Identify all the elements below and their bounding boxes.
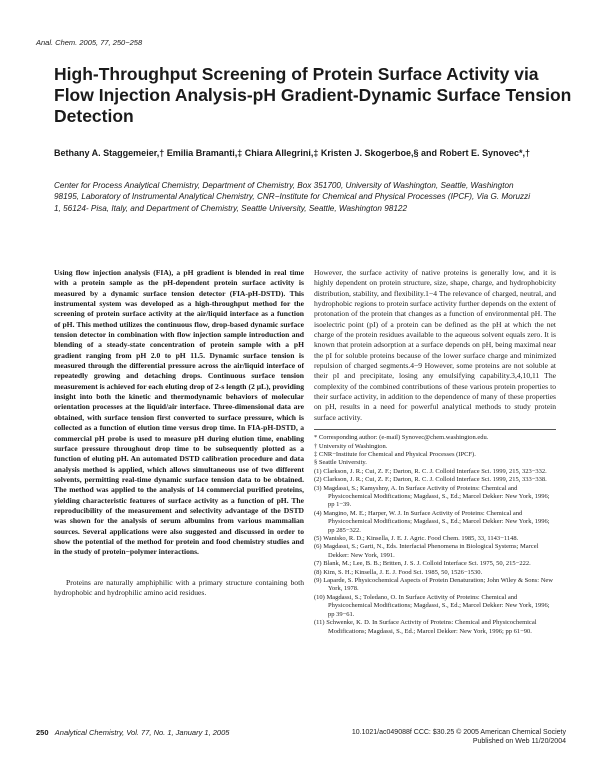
- reference: (3) Magdassi, S.; Kamyshny, A. In Surface Activity of Proteins: Chemical and Physicochemical Modifications; Magdassi, S., Ed.; Marcel Dekker: New York, 1996; pp 1−39.: [314, 484, 550, 509]
- reference: (9) Laparde, S. Physicochemical Aspects of Protein Denaturation; John Wiley & Sons: New York, 1978.: [314, 577, 553, 593]
- journal-reference: Anal. Chem. 2005, 77, 250−258: [36, 38, 143, 47]
- reference: (11) Schwenke, K. D. In Surface Activity of Proteins: Chemical and Physicochemical Modifications; Magdassi, S., Ed.; Marcel Dekker: New York, 1996; pp 61−90.: [314, 619, 537, 635]
- introduction-continued: However, the surface activity of native proteins is generally low, and it is highly dependent on protein structure, size, shape, charge, and hydrophobicity distribution, stability, and flexibility.1−4 The relevance of charged, neutral, and hydrophobic regions to protein surface activity further depends on the extent of protonation of the protein that changes as a function of environmental pH. The isoelectric point (pI) of a protein can be defined as the pH at which the net charge of the protein residues available to the aqueous solvent equals zero. It is known that protein adsorption at a surface depends on pH, being maximal near the pI for soluble proteins because of the lower surface charge and minimized repulsion of charged segments.4−9 However, some proteins are not soluble at their pI and precipitate, losing any emulsifying capability.3,4,10,11 The complexity of the combined contributions of these various protein properties to their surface activity, in addition to the dependence of many of these properties on pH, results in a need for powerful analytical methods to study protein surface activity.: [314, 268, 556, 422]
- footnote: * Corresponding author: (e-mail) Synovec@chem.washington.edu.: [314, 434, 489, 442]
- reference: (1) Clarkson, J. R.; Cui, Z. F.; Darton, R. C. J. Colloid Interface Sci. 1999, 215, 323−332.: [314, 467, 547, 475]
- left-column: [54, 268, 304, 598]
- author-list: Bethany A. Staggemeier,† Emilia Bramanti,‡ Chiara Allegrini,‡ Kristen J. Skogerboe,§ and Robert E. Synovec*,†: [54, 148, 530, 158]
- reference: (7) Blank, M.; Lee, B. B.; Britten, J. S. J. Colloid Interface Sci. 1975, 50, 215−222.: [314, 560, 531, 568]
- page-number: 250: [36, 728, 49, 737]
- reference: (4) Mangino, M. E.; Harper, W. J. In Surface Activity of Proteins: Chemical and Physicochemical Modifications; Magdassi, S., Ed.; Marcel Dekker: New York, 1996; pp 285−322.: [314, 509, 550, 534]
- author-affiliation: Center for Process Analytical Chemistry, Department of Chemistry, Box 351700, University of Washington, Seattle, Washington 98195, Laboratory of Instrumental Analytical Chemistry, CNR−Institute for Chemical and Physical Processes (IPCF), Via G. Moruzzi 1, 56124- Pisa, Italy, and Department of Chemistry, Seattle University, Seattle, Washington 98122: [54, 181, 531, 213]
- doi-copyright: 10.1021/ac049088f CCC: $30.25 © 2005 American Chemical Society: [351, 729, 566, 736]
- reference: (8) Kim, S. H.; Kinsella, J. E. J. Food Sci. 1985, 50, 1526−1530.: [314, 568, 483, 576]
- reference: (2) Clarkson, J. R.; Cui, Z. F.; Darton, R. C. J. Colloid Interface Sci. 1999, 215, 333−338.: [314, 476, 547, 484]
- footnote: § Seattle University.: [314, 459, 367, 467]
- footnotes-block: [314, 429, 556, 636]
- page-footer-right: [336, 728, 566, 746]
- journal-issue: Analytical Chemistry, Vol. 77, No. 1, January 1, 2005: [54, 728, 230, 737]
- reference: (10) Magdassi, S.; Toledano, O. In Surface Activity of Proteins: Chemical and Physicochemical Modifications; Magdassi, S., Ed.; Marcel Dekker: New York, 1996; pp 39−61.: [314, 593, 550, 618]
- abstract: Using flow injection analysis (FIA), a pH gradient is blended in real time with a protein sample as the pH-dependent protein surface activity is measured by a dynamic surface tension detector (FIA-pH-DSTD). This instrumental system was developed as a high-throughput method for the screening of protein surface activity at the air/liquid interface as a function of pH. This method utilizes the continuous flow, drop-based dynamic surface tension detector in combination with flow injection sample introduction and blending of a steady-state concentration of protein sample with a pH gradient ranging from pH 2.0 to pH 11.5. Dynamic surface tension is measured through the differential pressure across the air/liquid interface of repeatedly growing and detaching drops. Continuous surface tension measurement is achieved for each eluting drop of 2-s length (2 μL), providing insight into both the kinetic and thermodynamic behaviors of molecular orientation processes at the liquid/air interface. Three-dimensional data are obtained, with surface tension first converted to surface pressure, which is collected as a function of elution time versus drop time. In FIA-pH-DSTD, a commercial pH probe is used to measure pH during elution time, enabling surface pressure throughout drop time to be subsequently plotted as a function of eluting pH. An automated DSTD calibration procedure and data analysis method is applied, which allows simultaneous use of two different solvents, permitting real-time dynamic surface tension data to be obtained. The method was applied to the analysis of 14 commercial purified proteins, yielding characteristic features of surface activity as a function of pH. The reproducibility of the measurement and selectivity advantage of the DSTD was shown for the analysis of serum albumins from various mammalian sources. Several applications were also suggested and discussed in order to show the potential of the method for protein and food chemistry studies and in the study of protein−polymer interactions.: [54, 268, 304, 557]
- footnote: ‡ CNR−Institute for Chemical and Physical Processes (IPCF).: [314, 450, 476, 458]
- introduction-start: Proteins are naturally amphiphilic with a primary structure containing both hydrophobic and hydrophilic amino acid residues.: [54, 577, 304, 597]
- reference: (5) Wanisko, R. D.; Kinsella, J. E. J. Agric. Food Chem. 1985, 33, 1143−1148.: [314, 535, 519, 543]
- reference: (6) Magdassi, S.; Garti, N., Eds. Interfacial Phenomena in Biological Systems; Marcel Dekker: New York, 1991.: [314, 543, 539, 559]
- article-title: High-Throughput Screening of Protein Surface Activity via Flow Injection Analysis-pH Gradient-Dynamic Surface Tension Detection: [54, 64, 572, 126]
- right-column: [314, 268, 556, 636]
- page-footer-left: [36, 728, 229, 737]
- footnote: † University of Washington.: [314, 442, 388, 450]
- publication-date: Published on Web 11/20/2004: [472, 738, 566, 745]
